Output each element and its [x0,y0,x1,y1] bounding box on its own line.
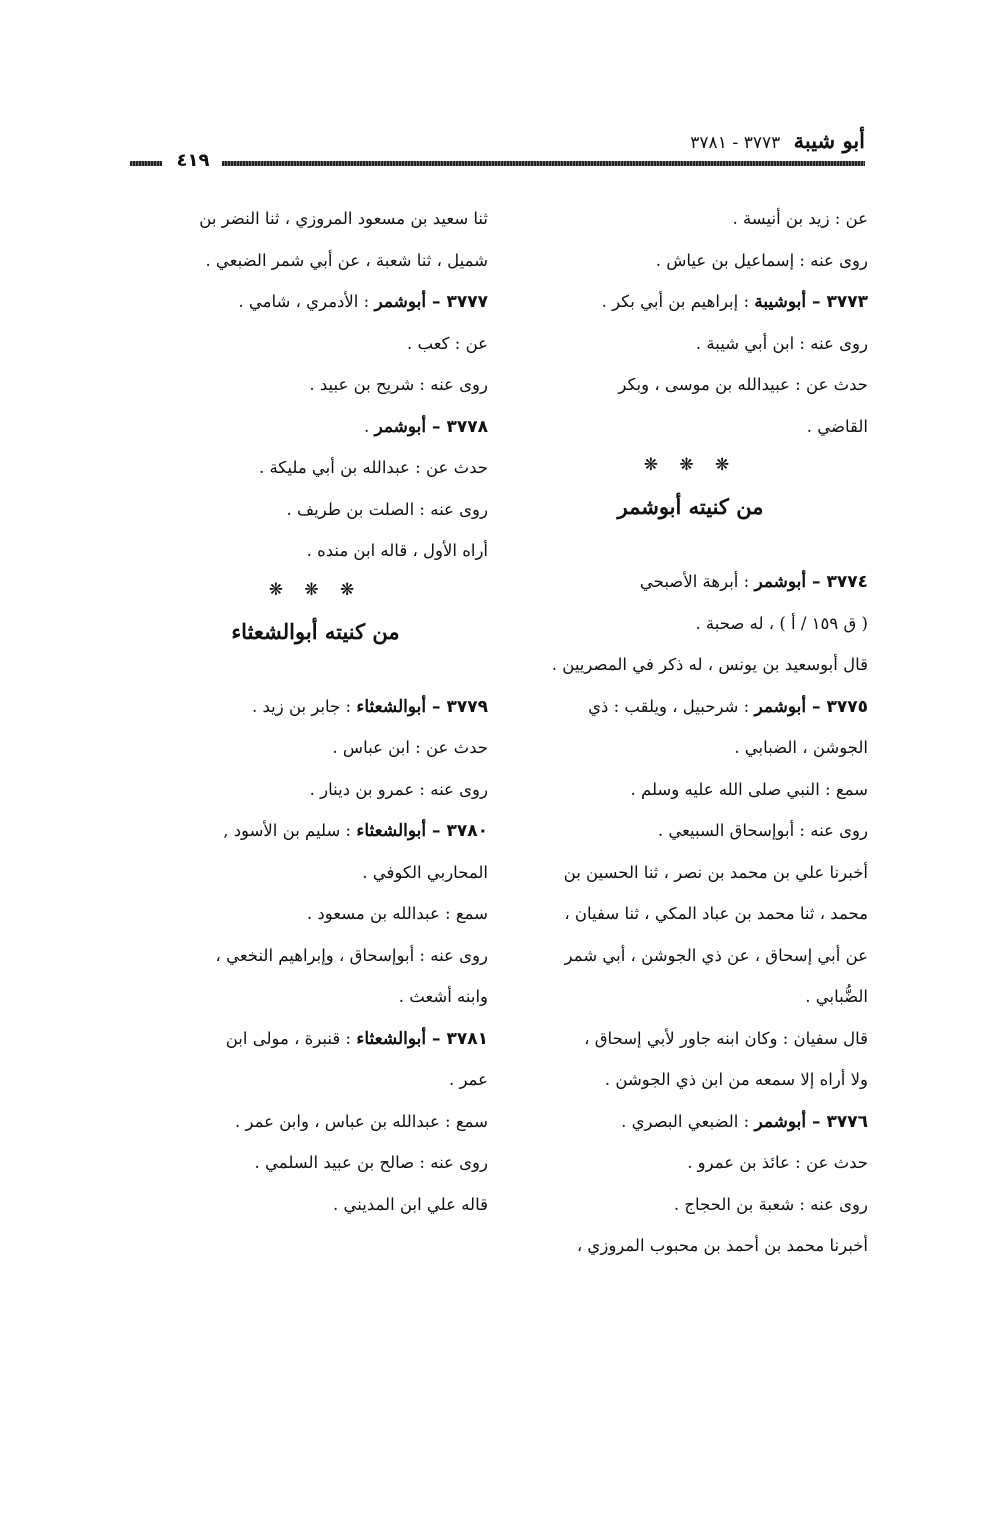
entry-kunya: أبوشيبة [754,292,807,312]
text-line: ثنا سعيد بن مسعود المروزي ، ثنا النضر بن [199,209,488,228]
section-title-abu-shatha: من كنيته أبوالشعثاء [231,618,400,644]
text-line: عن : زيد بن أنيسة . [732,209,868,228]
entry-number: ٣٧٧٧ [446,292,488,312]
entry-text: : قنبرة ، مولى ابن [225,1028,352,1048]
text-line: قال سفيان : وكان ابنه جاور لأبي إسحاق ، [584,1028,868,1048]
text-line: روى عنه : شعبة بن الحجاج . [673,1194,868,1214]
text-line: عمر . [449,1070,488,1089]
entry-text: : شرحبيل ، ويلقب : ذي [588,696,750,716]
entry-heading-line [143,810,488,852]
text-line: روى عنه : شريح بن عبيد . [309,375,488,394]
entry-heading-line [143,1018,488,1060]
left-column-entries-continued [143,686,488,1226]
entry-number: ٣٧٧٨ [446,416,488,437]
text-line: القاضي . [806,416,868,436]
entry-kunya: أبوشمر [754,696,807,717]
entry-text: : أبرهة الأصبحي [639,572,750,591]
text-line: روى عنه : أبوإسحاق ، وإبراهيم النخعي ، [215,945,488,965]
header-rule-stub [130,161,162,166]
header-rule [130,150,865,178]
text-line: روى عنه : إسماعيل بن عياش . [655,250,868,270]
right-column-entries-continued [513,561,868,1267]
entry-number: ٣٧٧٩ [446,696,488,717]
text-line: روى عنه : عمرو بن دينار . [309,779,488,799]
entry-number: ٣٧٧٥ [826,696,868,717]
text-line: أخبرنا محمد بن أحمد بن محبوب المروزي ، [576,1236,868,1255]
page-number: ٤١٩ [176,150,210,171]
entry-heading-line [143,686,488,728]
text-line: وابنه أشعث . [398,987,488,1006]
text-line: ( ق ١٥٩ / أ ) ، له صحبة . [695,613,868,633]
entry-kunya: أبوشمر [374,292,427,312]
entry-dash: – [426,821,447,841]
text-line: الضُّبابي . [805,987,868,1006]
text-line: قال أبوسعيد بن يونس ، له ذكر في المصريين . [551,655,868,674]
entry-kunya: أبوشمر [754,572,807,592]
entry-dash: – [426,1028,447,1049]
text-line: شميل ، ثنا شعبة ، عن أبي شمر الضبعي . [205,250,488,270]
entry-dash: – [806,292,827,312]
left-column-entries [143,198,488,572]
entry-number: ٣٧٧٦ [826,1111,868,1132]
text-line: عن : كعب . [407,333,488,353]
section-gap [513,531,868,561]
section-divider-stars: ❋ ❋ ❋ [268,579,363,600]
entry-text: . [363,416,370,436]
entry-dash: – [426,696,447,717]
text-line: محمد ، ثنا محمد بن عباد المكي ، ثنا سفيان ، [564,904,868,923]
entry-number: ٣٧٨١ [446,1028,488,1049]
entry-dash: – [806,696,827,717]
entry-dash: – [426,292,447,312]
text-line: روى عنه : الصلت بن طريف . [286,499,488,519]
text-line: المحاربي الكوفي . [362,862,488,882]
entry-text: : إبراهيم بن أبي بكر . [601,292,750,311]
page-header [130,128,865,158]
text-line: سمع : عبدالله بن عباس ، وابن عمر . [235,1111,488,1131]
entry-text: : الضبعي البصري . [621,1111,750,1131]
entry-heading-line [513,686,868,728]
header-rule-line [222,161,865,166]
text-line: أراه الأول ، قاله ابن منده . [306,541,488,560]
text-line: حدث عن : ابن عباس . [332,738,488,757]
entry-heading-line [513,281,868,323]
entry-number: ٣٧٨٠ [446,821,488,841]
entry-kunya: أبوالشعثاء [356,1028,427,1049]
running-title [690,128,865,153]
text-line: حدث عن : عبيدالله بن موسى ، وبكر [618,375,868,394]
text-line: ولا أراه إلا سمعه من ابن ذي الجوشن . [604,1070,868,1089]
text-line: روى عنه : صالح بن عبيد السلمي . [254,1153,488,1172]
text-line: روى عنه : ابن أبي شيبة . [695,333,868,353]
running-title-text: أبو شيبة [793,128,865,153]
entry-number: ٣٧٧٣ [826,292,868,312]
entry-text: : جابر بن زيد . [251,696,352,716]
entry-heading-line [513,1101,868,1143]
entry-heading-line [143,406,488,448]
text-line: سمع : عبدالله بن مسعود . [306,904,488,923]
entry-range: ٣٧٧٣ - ٣٧٨١ [690,133,781,153]
text-line: حدث عن : عائذ بن عمرو . [687,1153,868,1172]
entry-kunya: أبوشمر [754,1111,807,1132]
entry-kunya: أبوالشعثاء [356,821,427,841]
text-line: سمع : النبي صلى الله عليه وسلم . [630,779,868,799]
entry-heading-line [143,281,488,323]
section-divider-stars: ❋ ❋ ❋ [643,455,738,475]
entry-dash: – [426,416,447,437]
entry-text: : الأدمري ، شامي . [238,292,370,311]
text-line: روى عنه : أبوإسحاق السبيعي . [657,821,868,840]
section-title-abu-shamir: من كنيته أبوشمر [617,494,764,519]
entry-kunya: أبوالشعثاء [356,696,427,717]
text-line: أخبرنا علي بن محمد بن نصر ، ثنا الحسين بن [563,862,868,882]
section-gap [143,656,488,686]
entry-dash: – [806,1111,827,1132]
entry-kunya: أبوشمر [374,416,427,437]
text-line: قاله علي ابن المديني . [333,1194,488,1214]
entry-dash: – [806,572,827,592]
entry-number: ٣٧٧٤ [826,572,868,592]
text-line: الجوشن ، الضبابي . [734,738,868,757]
text-line: حدث عن : عبدالله بن أبي مليكة . [258,458,488,477]
entry-heading-line [513,561,868,603]
text-line: عن أبي إسحاق ، عن ذي الجوشن ، أبي شمر [564,945,868,965]
right-column [513,198,868,1267]
right-column-entries [513,198,868,447]
entry-text: : سليم بن الأسود , [223,821,352,840]
left-column [143,198,488,1225]
